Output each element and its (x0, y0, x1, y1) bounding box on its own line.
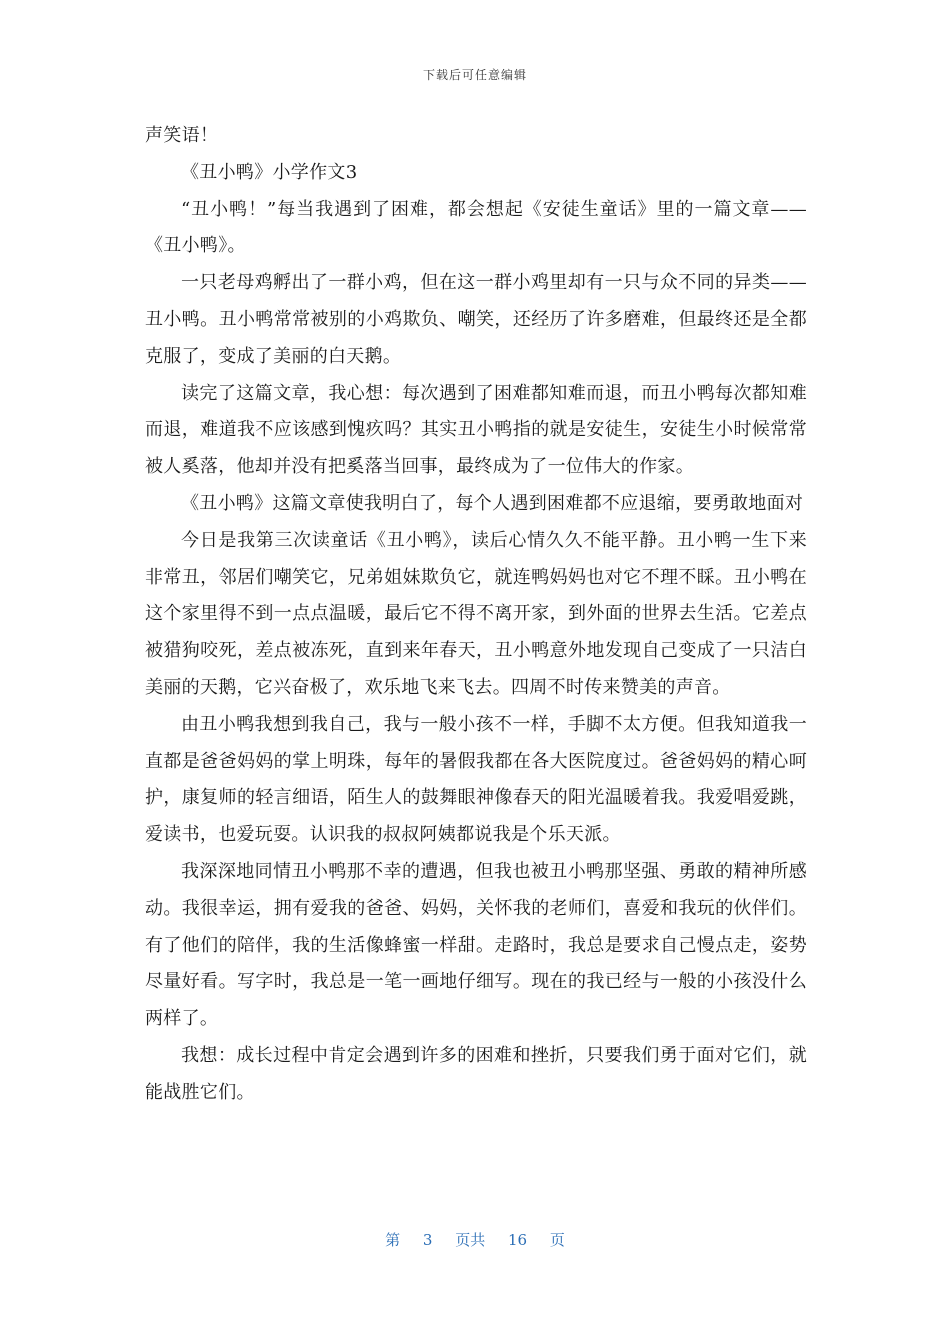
header-note: 下载后可任意编辑 (422, 68, 527, 82)
page-number-footer (0, 1229, 950, 1250)
footer-label-of: 页共 (455, 1231, 486, 1249)
paragraph: 我想：成长过程中肯定会遇到许多的困难和挫折，只要我们勇于面对它们，就能战胜它们。 (145, 1044, 807, 1103)
paragraph: “丑小鸭！”每当我遇到了困难，都会想起《安徒生童话》里的一篇文章——《丑小鸭》。 (145, 198, 807, 257)
paragraph: 我深深地同情丑小鸭那不幸的遭遇，但我也被丑小鸭那坚强、勇敢的精神所感动。我很幸运，拥有爱我的爸爸、妈妈，关怀我的老师们，喜爱和我玩的伙伴们。有了他们的陪伴，我的生活像蜂蜜一样甜。走路时，我总是要求自己慢点走，姿势尽量好看。写字时，我总是一笔一画地仔细写。现在的我已经与一般的小孩没什么两样了。 (145, 860, 807, 1030)
footer-total-pages: 16 (508, 1231, 528, 1249)
paragraph: 读完了这篇文章，我心想：每次遇到了困难都知难而退，而丑小鸭每次都知难而退，难道我不应该感到愧疚吗？其实丑小鸭指的就是安徒生，安徒生小时候常常被人奚落，他却并没有把奚落当回事，最终成为了一位伟大的作家。 (145, 382, 807, 478)
footer-current-page: 3 (422, 1231, 433, 1249)
paragraph: 《丑小鸭》这篇文章使我明白了，每个人遇到困难都不应退缩，要勇敢地面对 (181, 492, 804, 514)
paragraph: 由丑小鸭我想到我自己，我与一般小孩不一样，手脚不太方便。但我知道我一直都是爸爸妈妈的掌上明珠，每年的暑假我都在各大医院度过。爸爸妈妈的精心呵护，康复师的轻言细语，陌生人的鼓舞眼神像春天的阳光温暖着我。我爱唱爱跳，爱读书，也爱玩耍。认识我的叔叔阿姨都说我是个乐天派。 (145, 713, 807, 846)
paragraph: 声笑语！ (145, 125, 219, 146)
footer-label-page: 第 (385, 1231, 401, 1249)
document-body (145, 118, 807, 1112)
footer-label-end: 页 (549, 1231, 565, 1249)
essay-title: 《丑小鸭》小学作文3 (181, 161, 358, 183)
paragraph: 一只老母鸡孵出了一群小鸡，但在这一群小鸡里却有一只与众不同的异类——丑小鸭。丑小鸭常常被别的小鸡欺负、嘲笑，还经历了许多磨难，但最终还是全都克服了，变成了美丽的白天鹅。 (145, 272, 807, 367)
paragraph: 今日是我第三次读童话《丑小鸭》，读后心情久久不能平静。丑小鸭一生下来非常丑，邻居们嘲笑它，兄弟姐妹欺负它，就连鸭妈妈也对它不理不睬。丑小鸭在这个家里得不到一点点温暖，最后它不得不离开家，到外面的世界去生活。它差点被猎狗咬死，差点被冻死，直到来年春天，丑小鸭意外地发现自己变成了一只洁白美丽的天鹅，它兴奋极了，欢乐地飞来飞去。四周不时传来赞美的声音。 (145, 529, 807, 698)
